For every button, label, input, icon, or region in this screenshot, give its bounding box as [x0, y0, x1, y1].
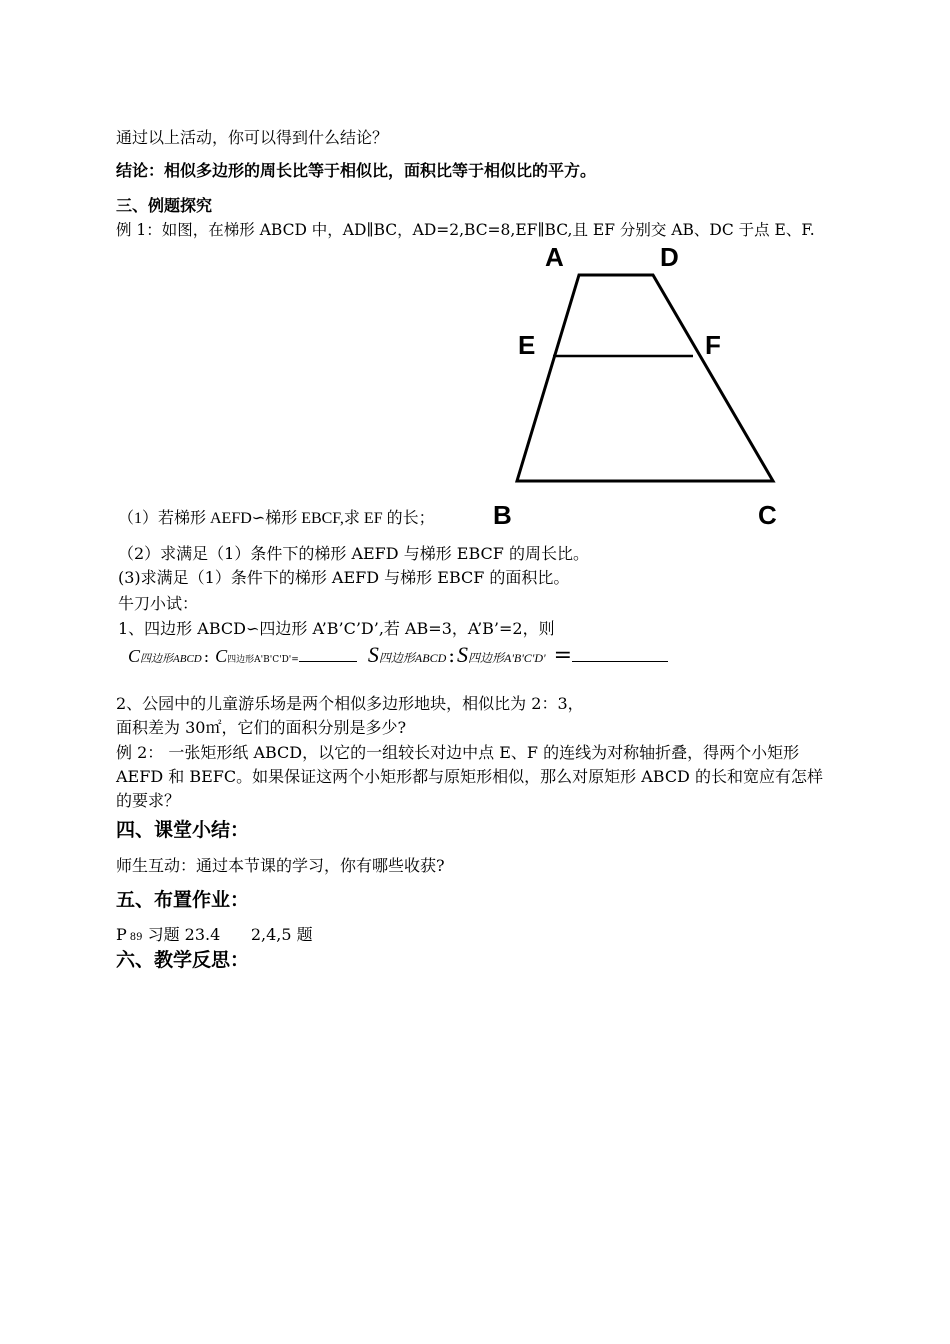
- area-symbol-2: S: [457, 642, 468, 667]
- equals-sign: =: [553, 643, 573, 668]
- section-3-title: 三、例题探究: [116, 196, 213, 215]
- homework-page-number: 89: [129, 932, 143, 943]
- conclusion-statement: 结论：相似多边形的周长比等于相似比，面积比等于相似比的平方。: [116, 161, 597, 180]
- colon-1: :: [203, 647, 210, 666]
- label-b: B: [493, 500, 512, 530]
- perimeter-symbol-1: C: [128, 646, 141, 666]
- label-d: D: [660, 242, 679, 272]
- example-2-text: 例 2： 一张矩形纸 ABCD，以它的一组较长对边中点 E、F 的连线为对称轴折叠，得两个小矩形 AEFD 和 BEFC。如果保证这两个小矩形都与原矩形相似，那么对原矩形 ABCD 的长和宽应有怎样的要求？: [116, 743, 823, 810]
- area-sub-1: 四边形ABCD: [378, 651, 447, 665]
- label-c: C: [758, 500, 777, 530]
- section-5-title: 五、布置作业：: [116, 889, 250, 911]
- trapezoid-abcd: [517, 275, 773, 481]
- homework-text: 习题 23.4 2,4,5 题: [142, 925, 313, 944]
- try-2-line-1: 2、公园中的儿童游乐场是两个相似多边形地块，相似比为 2：3，: [116, 694, 584, 713]
- question-3: (3)求满足（1）条件下的梯形 AEFD 与梯形 EBCF 的面积比。: [118, 568, 570, 587]
- homework-p: P: [116, 925, 127, 944]
- section-4-text: 师生互动：通过本节课的学习，你有哪些收获?: [116, 856, 445, 875]
- label-f: F: [705, 330, 721, 360]
- try-2-line-2: 面积差为 30㎡，它们的面积分别是多少?: [116, 718, 407, 737]
- section-4-title: 四、课堂小结：: [116, 819, 250, 841]
- example-1-text: 例 1：如图，在梯形 ABCD 中，AD∥BC，AD=2,BC=8,EF∥BC,且 EF 分别交 AB、DC 于点 E、F.: [116, 221, 815, 239]
- area-sub-2: 四边形A'B'C'D': [468, 651, 546, 665]
- try-1-text: 1、四边形 ABCD∽四边形 A’B’C’D’,若 AB=3，A’B’=2，则: [118, 619, 555, 638]
- conclusion-question: 通过以上活动，你可以得到什么结论？: [116, 128, 389, 147]
- question-2: （2）求满足（1）条件下的梯形 AEFD 与梯形 EBCF 的周长比。: [118, 544, 589, 563]
- area-symbol-1: S: [367, 642, 379, 667]
- perimeter-sub-1: 四边形ABCD: [140, 653, 202, 665]
- perimeter-sub-2: 四边形A'B'C'D'=: [227, 655, 299, 665]
- homework-line: [116, 924, 313, 949]
- perimeter-symbol-2: C: [215, 646, 228, 666]
- colon-2: :: [448, 643, 455, 667]
- section-6-title: 六、教学反思：: [116, 949, 250, 971]
- question-1: （1）若梯形 AEFD∽梯形 EBCF,求 EF 的长；: [118, 510, 435, 527]
- answer-blank-2[interactable]: [572, 661, 668, 662]
- try-title: 牛刀小试：: [118, 594, 199, 613]
- trapezoid-figure: [493, 236, 800, 536]
- label-e: E: [518, 330, 536, 360]
- label-a: A: [545, 242, 564, 272]
- ratio-formula: [128, 642, 668, 668]
- answer-blank-1[interactable]: [299, 661, 357, 662]
